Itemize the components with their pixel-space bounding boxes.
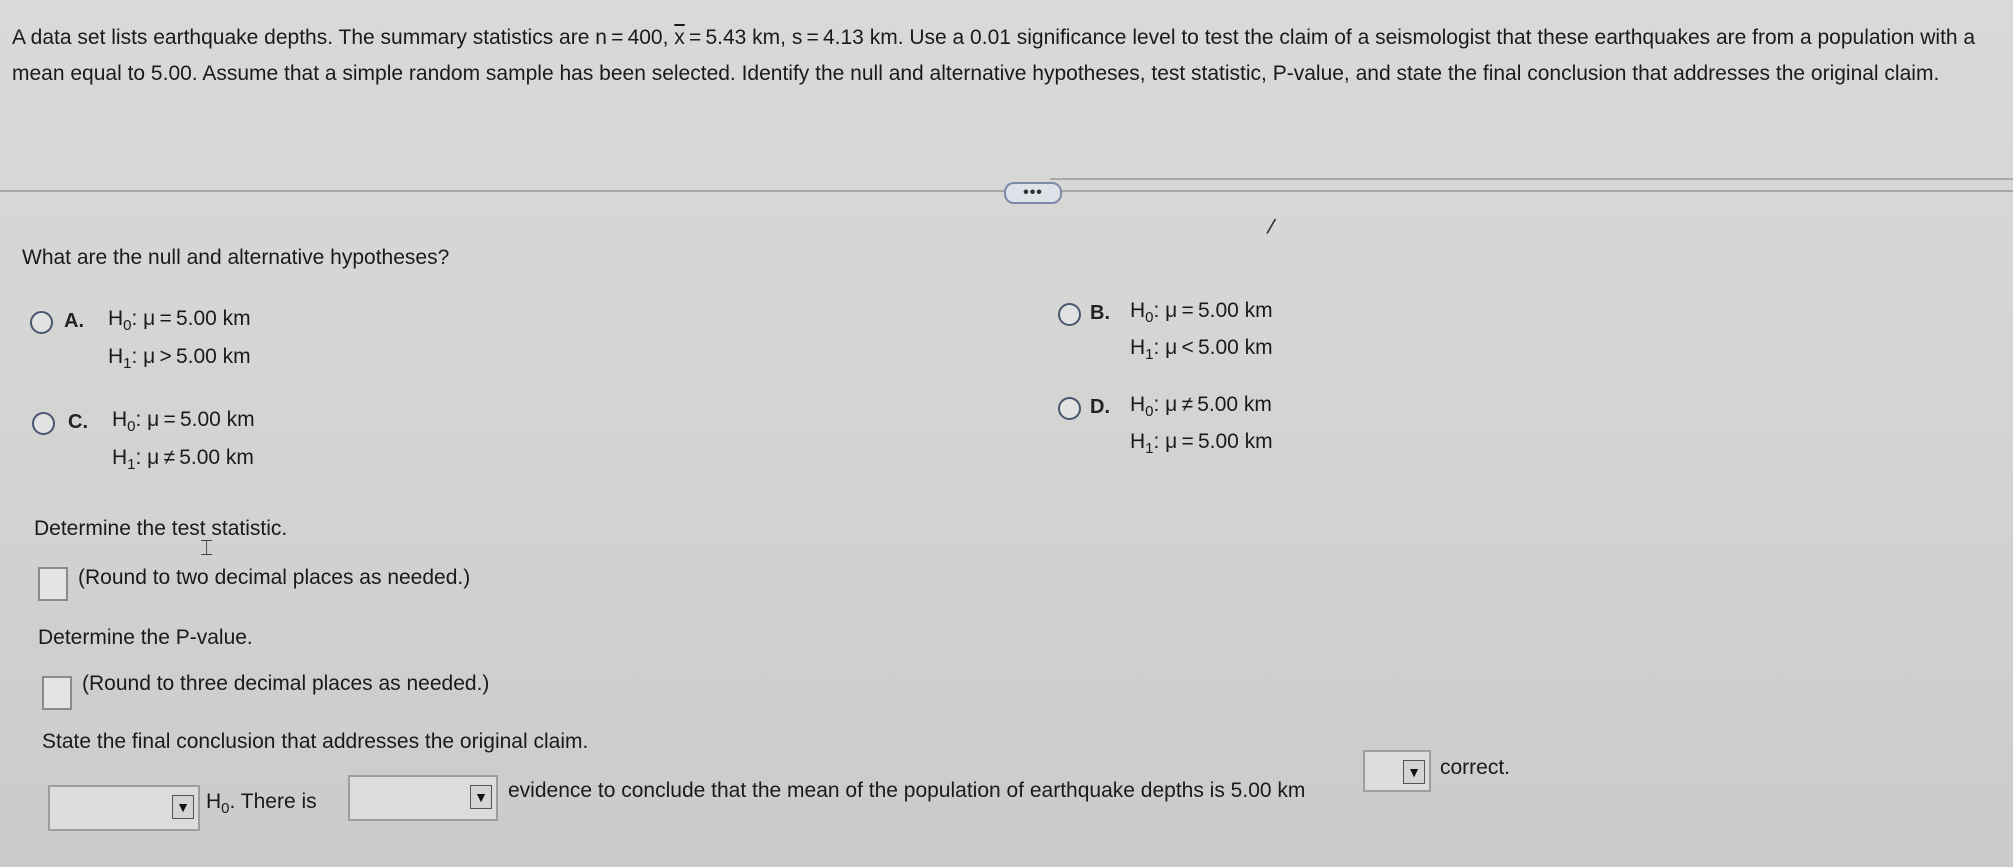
h0-subscript: 0	[123, 317, 132, 335]
hypotheses-prompt: What are the null and alternative hypotheses?	[22, 246, 450, 269]
h1-symbol: H	[1130, 336, 1146, 359]
option-d-letter: D.	[1090, 396, 1110, 418]
conclusion-h0-text	[206, 790, 317, 817]
option-a-h1	[108, 345, 251, 372]
question-text	[12, 20, 2002, 92]
question-part2: = 5.43 km, s = 4.13 km. Use a 0.01 significance level to test the claim of a seismologist that these earthquakes are from a population with a mean equal to 5.00. Assume that a simple random sample has been selected. Identify the null and alternative hypotheses, test statistic, P-value, and state the final conclusion that addresses the original claim.	[12, 26, 1976, 85]
h1-relation: : μ > 5.00 km	[131, 345, 251, 368]
xbar-symbol: $\overline{x}$	[674, 26, 685, 49]
test-statistic-input[interactable]	[38, 567, 68, 601]
conclusion-end-text: correct.	[1440, 756, 1511, 779]
option-d-h1	[1130, 430, 1273, 457]
h0-subscript: 0	[127, 418, 136, 436]
radio-option-c[interactable]	[32, 412, 55, 435]
more-icon: •••	[1023, 184, 1043, 201]
h0-relation: : μ = 5.00 km	[1153, 299, 1273, 322]
radio-option-b[interactable]	[1058, 303, 1081, 326]
option-a-letter: A.	[64, 310, 84, 332]
option-c-letter: C.	[68, 411, 88, 433]
h1-relation: : μ = 5.00 km	[1153, 430, 1273, 453]
conclusion-decision-select[interactable]	[48, 785, 200, 831]
triangle-down-icon: ▼	[1403, 760, 1425, 784]
h0-symbol: H	[206, 790, 222, 813]
h1-symbol: H	[1130, 430, 1146, 453]
conclusion-correctness-select[interactable]	[1363, 750, 1431, 792]
h0-symbol: H	[1130, 393, 1146, 416]
option-a-h0	[108, 307, 251, 334]
option-b-letter: B.	[1090, 302, 1110, 324]
p-value-prompt: Determine the P-value.	[38, 626, 253, 649]
h1-subscript: 1	[123, 355, 132, 373]
h0-subscript: 0	[1145, 309, 1154, 327]
h0-symbol: H	[112, 408, 128, 431]
conclusion-evidence-select[interactable]	[348, 775, 498, 821]
h0-relation: : μ = 5.00 km	[135, 408, 255, 431]
h1-subscript: 1	[1145, 346, 1154, 364]
conclusion-prompt: State the final conclusion that addresses the original claim.	[42, 730, 589, 753]
option-b-h0	[1130, 299, 1273, 326]
p-value-note: (Round to three decimal places as needed.)	[82, 672, 490, 695]
test-statistic-prompt: Determine the test statistic.	[34, 517, 288, 540]
option-c-h1	[112, 446, 254, 473]
h0-subscript: 0	[221, 800, 230, 818]
h0-relation: : μ ≠ 5.00 km	[1153, 393, 1272, 416]
h1-relation: : μ ≠ 5.00 km	[135, 446, 254, 469]
triangle-down-icon: ▼	[172, 795, 194, 819]
h0-symbol: H	[108, 307, 124, 330]
test-statistic-note: (Round to two decimal places as needed.)	[78, 566, 471, 589]
h1-subscript: 1	[127, 456, 136, 474]
radio-option-a[interactable]	[30, 311, 53, 334]
h1-subscript: 1	[1145, 440, 1154, 458]
section-divider-right	[1050, 178, 2013, 180]
stray-mark: /	[1264, 213, 1278, 240]
text-cursor-icon: ⌶	[200, 535, 214, 560]
h1-symbol: H	[108, 345, 124, 368]
option-d-h0	[1130, 393, 1272, 420]
h1-symbol: H	[112, 446, 128, 469]
p-value-input[interactable]	[42, 676, 72, 710]
h1-relation: : μ < 5.00 km	[1153, 336, 1273, 359]
question-part1: A data set lists earthquake depths. The summary statistics are n = 400,	[12, 26, 675, 49]
option-b-h1	[1130, 336, 1273, 363]
expand-button[interactable]	[1004, 182, 1062, 204]
radio-option-d[interactable]	[1058, 397, 1081, 420]
h0-symbol: H	[1130, 299, 1146, 322]
there-is-text: . There is	[229, 790, 317, 813]
triangle-down-icon: ▼	[470, 785, 492, 809]
option-c-h0	[112, 408, 255, 435]
h0-subscript: 0	[1145, 403, 1154, 421]
h0-relation: : μ = 5.00 km	[131, 307, 251, 330]
conclusion-evidence-text: evidence to conclude that the mean of the population of earthquake depths is 5.00 km	[508, 779, 1306, 802]
